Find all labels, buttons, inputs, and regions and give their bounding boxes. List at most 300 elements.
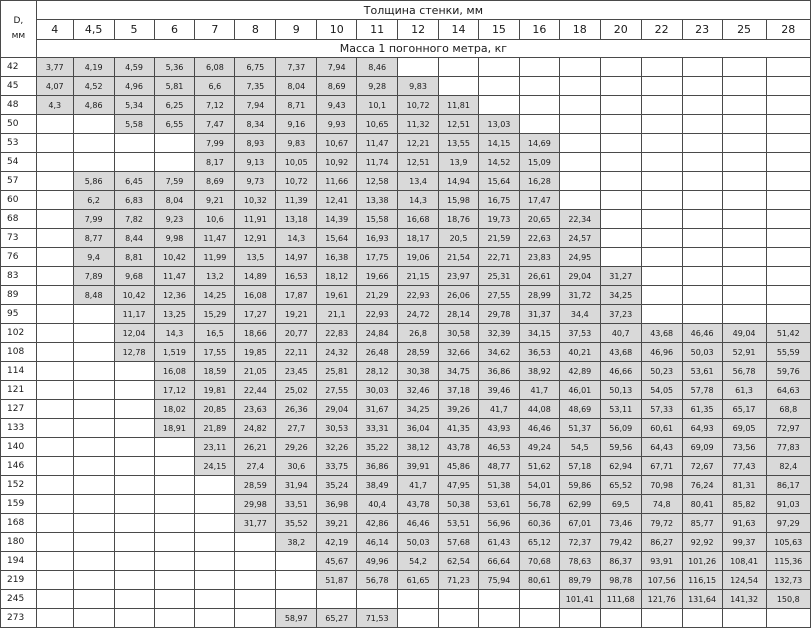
mass-cell [276,571,317,590]
mass-cell [114,590,154,609]
mass-cell: 6,45 [114,172,154,191]
mass-cell [154,571,195,590]
mass-cell: 16,38 [317,248,357,267]
mass-cell [519,96,559,115]
mass-cell [36,419,73,438]
wall-thickness-cell: 22 [641,20,682,40]
mass-cell: 10,72 [398,96,439,115]
mass-cell [722,172,766,191]
mass-cell [439,609,479,628]
mass-cell: 7,99 [195,134,235,153]
mass-cell: 57,33 [641,400,682,419]
mass-cell [722,609,766,628]
mass-cell: 69,05 [722,419,766,438]
mass-cell: 8,46 [357,58,398,77]
mass-cell: 17,55 [195,343,235,362]
mass-cell [36,400,73,419]
mass-cell: 39,21 [317,514,357,533]
table-row [1,77,811,96]
diameter-cell: 53 [1,134,37,153]
mass-cell [722,248,766,267]
mass-cell: 33,31 [357,419,398,438]
mass-cell: 52,91 [722,343,766,362]
mass-cell: 50,03 [682,343,722,362]
mass-cell: 57,78 [682,381,722,400]
table-row [1,115,811,134]
mass-cell [73,324,114,343]
mass-cell: 49,96 [357,552,398,571]
table-row [1,552,811,571]
mass-cell: 8,48 [73,286,114,305]
mass-cell: 77,43 [722,457,766,476]
mass-cell: 37,18 [439,381,479,400]
mass-cell: 11,99 [195,248,235,267]
table-row [1,533,811,552]
mass-cell [154,495,195,514]
mass-cell: 34,15 [519,324,559,343]
diameter-cell: 73 [1,229,37,248]
mass-cell: 57,18 [559,457,600,476]
mass-cell: 17,75 [357,248,398,267]
mass-cell [36,248,73,267]
mass-cell [722,134,766,153]
mass-cell [682,153,722,172]
mass-cell [722,267,766,286]
mass-cell: 19,81 [195,381,235,400]
mass-cell [600,77,641,96]
mass-cell [195,476,235,495]
mass-cell: 5,81 [154,77,195,96]
mass-cell [478,590,519,609]
mass-cell [398,590,439,609]
mass-cell [154,533,195,552]
mass-cell [600,134,641,153]
wall-thickness-cell: 10 [317,20,357,40]
mass-cell: 75,94 [478,571,519,590]
mass-cell: 116,15 [682,571,722,590]
mass-cell: 9,4 [73,248,114,267]
mass-cell: 68,8 [766,400,810,419]
mass-cell [641,286,682,305]
mass-cell: 32,39 [478,324,519,343]
mass-cell: 18,12 [317,267,357,286]
mass-cell: 16,08 [154,362,195,381]
mass-cell: 67,71 [641,457,682,476]
mass-cell [114,381,154,400]
mass-cell [559,191,600,210]
mass-cell: 9,83 [398,77,439,96]
mass-cell [195,590,235,609]
mass-cell: 21,15 [398,267,439,286]
mass-cell [114,552,154,571]
mass-cell [235,571,276,590]
mass-cell: 7,37 [276,58,317,77]
mass-cell: 23,45 [276,362,317,381]
mass-cell: 20,77 [276,324,317,343]
mass-cell: 14,94 [439,172,479,191]
mass-cell: 9,83 [276,134,317,153]
mass-cell [73,400,114,419]
mass-cell: 38,2 [276,533,317,552]
mass-cell: 18,59 [195,362,235,381]
mass-cell: 22,93 [398,286,439,305]
mass-cell: 9,93 [317,115,357,134]
mass-cell [682,191,722,210]
table-row [1,286,811,305]
diameter-cell: 89 [1,286,37,305]
mass-cell: 24,95 [559,248,600,267]
mass-cell [154,457,195,476]
mass-cell: 12,58 [357,172,398,191]
mass-cell: 37,23 [600,305,641,324]
mass-cell [559,153,600,172]
mass-cell: 56,09 [600,419,641,438]
mass-cell [114,438,154,457]
mass-cell: 22,93 [357,305,398,324]
wall-thickness-cell: 11 [357,20,398,40]
wall-thickness-cell: 28 [766,20,810,40]
diameter-cell: 194 [1,552,37,571]
diameter-cell: 68 [1,210,37,229]
mass-cell: 12,91 [235,229,276,248]
mass-cell: 9,28 [357,77,398,96]
mass-cell: 26,61 [519,267,559,286]
mass-cell: 33,75 [317,457,357,476]
mass-cell: 13,25 [154,305,195,324]
mass-cell: 13,18 [276,210,317,229]
mass-cell: 9,16 [276,115,317,134]
mass-cell: 43,78 [398,495,439,514]
mass-cell: 19,21 [276,305,317,324]
mass-cell: 89,79 [559,571,600,590]
mass-cell: 48,69 [559,400,600,419]
mass-cell: 56,78 [722,362,766,381]
mass-cell [276,552,317,571]
mass-cell: 5,58 [114,115,154,134]
mass-cell [559,115,600,134]
mass-cell [682,286,722,305]
mass-cell [195,514,235,533]
mass-cell: 10,67 [317,134,357,153]
mass-cell: 42,89 [559,362,600,381]
mass-cell: 13,2 [195,267,235,286]
mass-cell: 21,54 [439,248,479,267]
mass-cell: 73,56 [722,438,766,457]
mass-cell [235,533,276,552]
mass-cell: 15,64 [478,172,519,191]
mass-cell: 23,11 [195,438,235,457]
mass-cell [766,172,810,191]
mass-cell: 93,91 [641,552,682,571]
mass-cell: 6,75 [235,58,276,77]
mass-cell: 24,72 [398,305,439,324]
mass-cell: 8,17 [195,153,235,172]
mass-cell: 19,85 [235,343,276,362]
mass-cell: 80,61 [519,571,559,590]
mass-cell: 16,75 [478,191,519,210]
mass-cell [722,191,766,210]
mass-cell [722,153,766,172]
mass-cell: 32,66 [439,343,479,362]
mass-cell: 46,01 [559,381,600,400]
mass-cell: 24,82 [235,419,276,438]
mass-cell [114,571,154,590]
mass-cell: 77,83 [766,438,810,457]
diameter-cell: 127 [1,400,37,419]
mass-cell: 19,61 [317,286,357,305]
mass-cell: 65,12 [519,533,559,552]
mass-cell: 11,17 [114,305,154,324]
table-row [1,153,811,172]
mass-cell [235,552,276,571]
mass-cell [36,305,73,324]
diameter-cell: 76 [1,248,37,267]
mass-cell: 4,3 [36,96,73,115]
mass-cell [114,495,154,514]
mass-cell [682,229,722,248]
mass-cell [36,191,73,210]
mass-cell [600,210,641,229]
table-row [1,58,811,77]
mass-cell: 58,97 [276,609,317,628]
mass-cell: 72,37 [559,533,600,552]
mass-cell: 6,25 [154,96,195,115]
mass-cell [766,134,810,153]
mass-cell: 17,87 [276,286,317,305]
mass-cell [641,58,682,77]
mass-cell: 60,61 [641,419,682,438]
mass-cell [73,115,114,134]
mass-cell: 53,11 [600,400,641,419]
mass-cell: 11,66 [317,172,357,191]
mass-cell: 78,63 [559,552,600,571]
mass-cell [682,609,722,628]
mass-cell: 22,83 [317,324,357,343]
mass-cell: 79,72 [641,514,682,533]
mass-cell: 20,65 [519,210,559,229]
mass-cell [641,115,682,134]
mass-cell: 60,36 [519,514,559,533]
mass-cell: 11,91 [235,210,276,229]
table-row [1,210,811,229]
diameter-cell: 121 [1,381,37,400]
mass-cell: 10,6 [195,210,235,229]
mass-cell [559,134,600,153]
wall-thickness-cell: 18 [559,20,600,40]
mass-cell: 18,76 [439,210,479,229]
mass-cell: 101,26 [682,552,722,571]
mass-cell: 16,08 [235,286,276,305]
mass-cell [600,115,641,134]
table-row [1,381,811,400]
mass-cell: 14,89 [235,267,276,286]
mass-cell [36,438,73,457]
mass-cell: 64,63 [766,381,810,400]
mass-cell: 47,95 [439,476,479,495]
mass-cell: 22,34 [559,210,600,229]
mass-cell: 22,71 [478,248,519,267]
mass-cell [682,267,722,286]
mass-cell: 34,75 [439,362,479,381]
wall-thickness-cell: 16 [519,20,559,40]
mass-cell: 43,68 [600,343,641,362]
mass-cell: 13,38 [357,191,398,210]
mass-cell: 16,5 [195,324,235,343]
mass-cell: 41,35 [439,419,479,438]
mass-cell [36,609,73,628]
mass-cell [36,571,73,590]
mass-cell [766,153,810,172]
mass-cell [73,305,114,324]
table-row [1,419,811,438]
mass-cell: 15,58 [357,210,398,229]
mass-cell: 92,92 [682,533,722,552]
mass-cell: 23,63 [235,400,276,419]
mass-cell: 8,04 [154,191,195,210]
mass-cell: 6,6 [195,77,235,96]
mass-cell [682,134,722,153]
wall-thickness-cell: 15 [478,20,519,40]
mass-cell: 22,44 [235,381,276,400]
mass-cell: 14,3 [154,324,195,343]
mass-cell: 28,59 [235,476,276,495]
mass-cell [766,229,810,248]
mass-cell: 24,15 [195,457,235,476]
mass-cell: 8,34 [235,115,276,134]
mass-cell [766,305,810,324]
diameter-cell: 133 [1,419,37,438]
mass-cell: 43,93 [478,419,519,438]
mass-cell: 14,25 [195,286,235,305]
wall-thickness-cell: 7 [195,20,235,40]
mass-cell: 36,98 [317,495,357,514]
mass-cell: 59,76 [766,362,810,381]
mass-cell: 82,4 [766,457,810,476]
mass-cell: 17,47 [519,191,559,210]
mass-cell [722,115,766,134]
mass-cell: 19,66 [357,267,398,286]
mass-cell: 40,21 [559,343,600,362]
mass-cell: 10,1 [357,96,398,115]
mass-cell [114,514,154,533]
mass-cell: 8,81 [114,248,154,267]
diameter-cell: 114 [1,362,37,381]
mass-cell: 86,27 [641,533,682,552]
diameter-cell: 48 [1,96,37,115]
mass-cell: 20,85 [195,400,235,419]
mass-cell [114,533,154,552]
mass-cell: 61,65 [398,571,439,590]
mass-cell: 26,36 [276,400,317,419]
diameter-cell: 54 [1,153,37,172]
mass-cell: 39,46 [478,381,519,400]
mass-cell: 5,34 [114,96,154,115]
mass-cell: 40,4 [357,495,398,514]
mass-cell: 28,14 [439,305,479,324]
mass-cell: 14,15 [478,134,519,153]
mass-cell: 98,78 [600,571,641,590]
table-row [1,324,811,343]
mass-cell: 6,83 [114,191,154,210]
mass-cell: 5,36 [154,58,195,77]
mass-cell: 51,37 [559,419,600,438]
table-row [1,96,811,115]
mass-cell: 18,17 [398,229,439,248]
mass-cell: 36,04 [398,419,439,438]
mass-cell [559,96,600,115]
mass-cell: 85,82 [722,495,766,514]
mass-cell [36,457,73,476]
mass-cell [36,267,73,286]
mass-cell [73,533,114,552]
mass-cell: 86,17 [766,476,810,495]
mass-cell: 13,55 [439,134,479,153]
mass-cell [559,172,600,191]
mass-cell: 71,23 [439,571,479,590]
mass-cell [600,96,641,115]
table-row [1,248,811,267]
mass-cell: 36,53 [519,343,559,362]
mass-cell: 12,41 [317,191,357,210]
table-row [1,571,811,590]
mass-cell [36,172,73,191]
mass-cell: 14,97 [276,248,317,267]
mass-cell: 91,03 [766,495,810,514]
mass-cell: 10,32 [235,191,276,210]
mass-cell: 46,46 [682,324,722,343]
mass-cell: 28,59 [398,343,439,362]
mass-cell: 53,61 [682,362,722,381]
mass-cell: 36,86 [357,457,398,476]
table-row [1,134,811,153]
mass-cell: 29,78 [478,305,519,324]
mass-cell: 43,78 [439,438,479,457]
mass-cell: 54,05 [641,381,682,400]
mass-cell [114,362,154,381]
mass-cell: 81,31 [722,476,766,495]
mass-cell: 8,44 [114,229,154,248]
mass-cell: 9,73 [235,172,276,191]
table-row [1,400,811,419]
mass-cell [722,96,766,115]
mass-cell [559,58,600,77]
mass-cell [682,248,722,267]
mass-cell: 61,3 [722,381,766,400]
mass-cell: 14,69 [519,134,559,153]
mass-cell [682,58,722,77]
mass-cell: 6,55 [154,115,195,134]
mass-cell [195,533,235,552]
diameter-cell: 45 [1,77,37,96]
mass-cell: 4,07 [36,77,73,96]
mass-cell [478,609,519,628]
mass-cell: 61,35 [682,400,722,419]
mass-cell [682,77,722,96]
mass-cell: 24,57 [559,229,600,248]
mass-cell: 62,54 [439,552,479,571]
mass-cell: 33,51 [276,495,317,514]
table-row [1,305,811,324]
mass-cell: 20,5 [439,229,479,248]
mass-cell: 14,3 [276,229,317,248]
mass-cell [36,381,73,400]
mass-cell: 69,09 [682,438,722,457]
wall-thickness-cell: 9 [276,20,317,40]
mass-cell: 70,98 [641,476,682,495]
mass-cell: 7,94 [235,96,276,115]
mass-cell: 14,3 [398,191,439,210]
mass-cell: 40,7 [600,324,641,343]
